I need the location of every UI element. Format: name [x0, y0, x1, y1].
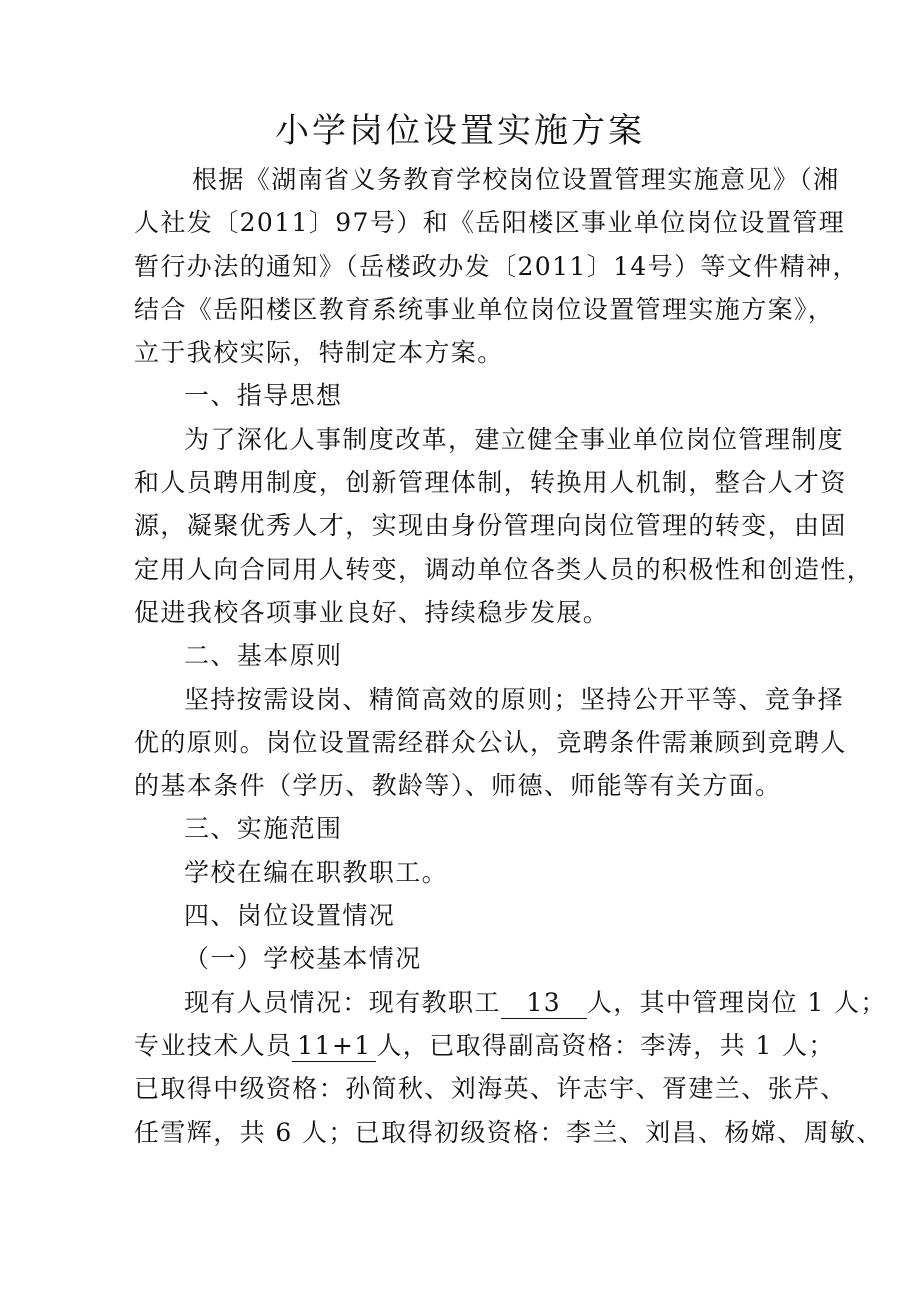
tech-staff-prefix: 专业技术人员 — [134, 1030, 293, 1060]
intro-line: 根据《湖南省义务教育学校岗位设置管理实施意见》（湘 — [192, 165, 840, 194]
tech-staff-blank: 11+1 — [292, 1031, 376, 1062]
section-heading-guiding-thought: 一、指导思想 — [184, 381, 343, 411]
section1-line: 促进我校各项事业良好、持续稳步发展。 — [134, 597, 610, 627]
staff-count-line — [134, 981, 887, 1024]
staff-count-prefix: 现有人员情况：现有教职工 — [184, 987, 501, 1017]
document-title: 小学岗位设置实施方案 — [275, 111, 645, 151]
section1-line: 定用人向合同用人转变，调动单位各类人员的积极性和创造性， — [134, 554, 874, 584]
intro-line: 人社发〔2011〕97号）和《岳阳楼区事业单位岗位设置管理 — [134, 208, 846, 238]
section-heading-post-setup: 四、岗位设置情况 — [184, 901, 396, 931]
section3-line: 学校在编在职教职工。 — [184, 857, 449, 887]
document-body — [134, 158, 887, 1154]
subsection-heading-basic-info: （一）学校基本情况 — [184, 944, 422, 974]
staff-count-suffix: 人，其中管理岗位 1 人； — [586, 987, 887, 1017]
section-heading-basic-principles: 二、基本原则 — [184, 641, 343, 671]
intro-line: 立于我校实际，特制定本方案。 — [134, 338, 504, 368]
section1-line: 为了深化人事制度改革，建立健全事业单位岗位管理制度 — [184, 424, 845, 454]
section2-line: 的基本条件（学历、教龄等）、师德、师能等有关方面。 — [134, 771, 782, 801]
section1-line: 和人员聘用制度，创新管理体制，转换用人机制，整合人才资 — [134, 468, 847, 498]
section-heading-scope: 三、实施范围 — [184, 814, 343, 844]
tech-staff-line — [134, 1024, 835, 1067]
section1-line: 源，凝聚优秀人才，实现由身份管理向岗位管理的转变，由固 — [134, 511, 847, 541]
mid-level-qualification-line: 已取得中级资格：孙简秋、刘海英、许志宇、胥建兰、张芹、 — [134, 1074, 847, 1104]
intro-line: 暂行办法的通知》（岳楼政办发〔2011〕14号）等文件精神， — [134, 251, 859, 281]
staff-count-blank: 13 — [501, 988, 587, 1019]
junior-qualification-line: 任雪辉，共 6 人；已取得初级资格：李兰、刘昌、杨嫦、周敏、 — [134, 1117, 883, 1147]
section2-line: 优的原则。岗位设置需经群众公认，竞聘条件需兼顾到竞聘人 — [134, 727, 847, 757]
tech-staff-suffix: 人，已取得副高资格：李涛，共 1 人； — [376, 1030, 835, 1060]
section2-line: 坚持按需设岗、精简高效的原则；坚持公开平等、竞争择 — [184, 684, 845, 714]
intro-line: 结合《岳阳楼区教育系统事业单位岗位设置管理实施方案》， — [134, 294, 835, 324]
